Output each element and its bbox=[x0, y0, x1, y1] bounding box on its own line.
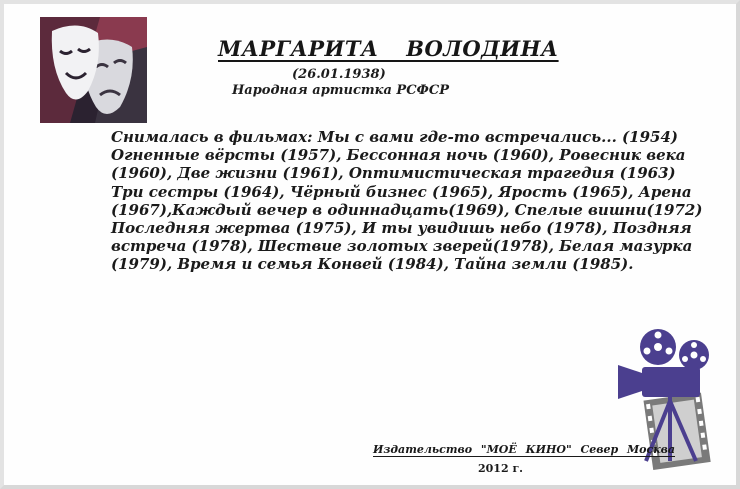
filmography-line: (1960), Две жизни (1961), Оптимистическая трагедия (1963) bbox=[111, 164, 676, 183]
filmography-line: Огненные вёрсты (1957), Бессонная ночь (1960), Ровесник века bbox=[111, 146, 686, 165]
filmography-line: (1979), Время и семья Конвей (1984), Тайна земли (1985). bbox=[111, 255, 634, 274]
filmography-line: Снималась в фильмах: Мы с вами где-то встречались... (1954) bbox=[111, 128, 678, 146]
filmography-line: Последняя жертва (1975), И ты увидишь небо (1978), Поздняя bbox=[111, 219, 692, 238]
filmography-line: (1967),Каждый вечер в одиннадцать(1969), Спелые вишни(1972) bbox=[111, 200, 703, 219]
filmography-line: встреча (1978), Шествие золотых зверей(1978), Белая мазурка bbox=[111, 237, 693, 256]
publication-year: 2012 г. bbox=[478, 462, 524, 475]
filmography-line: Три сестры (1964), Чёрный бизнес (1965), Ярость (1965), Арена bbox=[111, 182, 692, 201]
birth-date: (26.01.1938) bbox=[292, 67, 386, 82]
honorary-title: Народная артистка РСФСР bbox=[232, 83, 449, 98]
filmography-text bbox=[111, 128, 702, 274]
actor-name: МАРГАРИТА ВОЛОДИНА bbox=[218, 36, 559, 61]
theatre-masks-icon bbox=[40, 17, 147, 123]
publisher-line: Издательство "МОЁ КИНО" Север Москва bbox=[373, 443, 676, 456]
